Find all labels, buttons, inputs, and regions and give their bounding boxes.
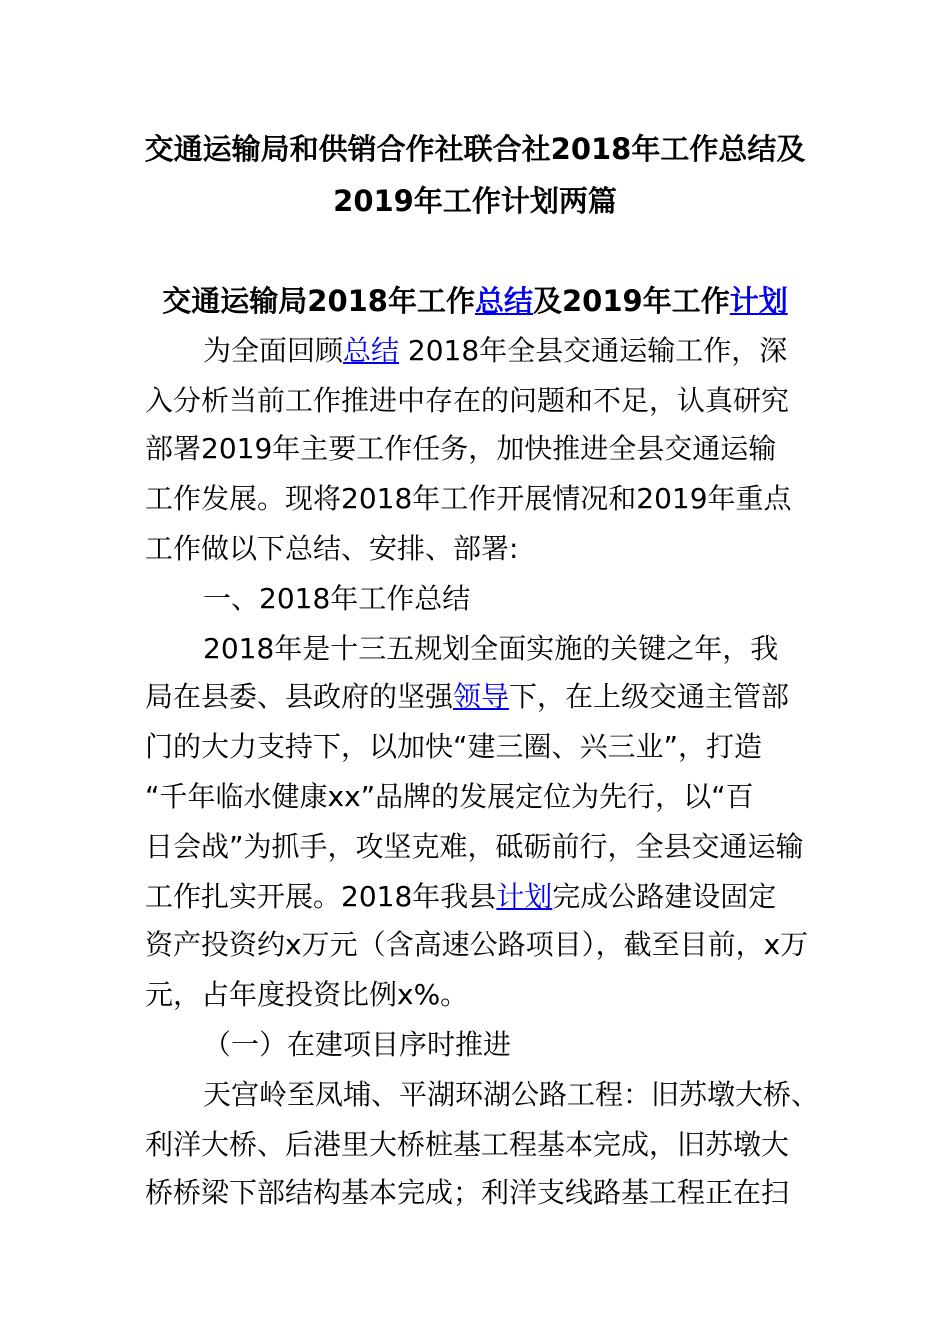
line-text: 2018年全县交通运输工作，深 <box>399 334 788 367</box>
summary-link[interactable]: 总结 <box>474 284 533 318</box>
leadership-link[interactable]: 领导 <box>453 680 510 713</box>
section-title-part-2: 及2019年工作 <box>533 284 730 318</box>
document-title-line-1: 交通运输局和供销合作社联合社2018年工作总结及 <box>144 132 806 166</box>
paragraph-line: 天宫岭至凤埔、平湖环湖公路工程：旧苏墩大桥、 <box>203 1078 820 1111</box>
paragraph-line: “千年临水健康xx”品牌的发展定位为先行，以“百 <box>145 780 754 813</box>
line-text: 完成公路建设固定 <box>552 880 777 913</box>
plan-inline-link[interactable]: 计划 <box>496 880 553 913</box>
paragraph-line: 2018年是十三五规划全面实施的关键之年，我 <box>203 632 779 665</box>
summary-inline-link[interactable]: 总结 <box>343 334 400 367</box>
paragraph-line: 桥桥梁下部结构基本完成；利洋支线路基工程正在扫 <box>145 1176 790 1209</box>
subheading-projects: （一）在建项目序时推进 <box>203 1028 512 1061</box>
paragraph-line: 元，占年度投资比例x%。 <box>145 978 469 1011</box>
paragraph-line: 工作发展。现将2018年工作开展情况和2019年重点 <box>145 482 792 515</box>
line-text: 局在县委、县政府的坚强 <box>145 680 454 713</box>
document-title-line-2: 2019年工作计划两篇 <box>333 184 617 218</box>
paragraph-line <box>145 872 810 922</box>
section-title <box>120 276 830 326</box>
paragraph-line: 利洋大桥、后港里大桥桩基工程基本完成，旧苏墩大 <box>145 1128 790 1161</box>
line-text: 下，在上级交通主管部 <box>509 680 790 713</box>
paragraph-line: 工作做以下总结、安排、部署: <box>145 532 519 565</box>
paragraph-line <box>203 326 868 376</box>
heading-work-summary: 一、2018年工作总结 <box>203 582 471 615</box>
line-text: 工作扎实开展。2018年我县 <box>145 880 497 913</box>
paragraph-line: 资产投资约x万元（含高速公路项目），截至目前，x万 <box>145 928 809 961</box>
line-text: 为全面回顾 <box>203 334 344 367</box>
paragraph-line: 入分析当前工作推进中存在的问题和不足，认真研究 <box>145 384 790 417</box>
paragraph-line: 部署2019年主要工作任务，加快推进全县交通运输 <box>145 432 777 465</box>
paragraph-line: 日会战”为抓手，攻坚克难，砥砺前行，全县交通运输 <box>145 830 804 863</box>
paragraph-line <box>145 672 810 722</box>
section-title-part-1: 交通运输局2018年工作 <box>162 284 475 318</box>
plan-link[interactable]: 计划 <box>729 284 788 318</box>
paragraph-line: 门的大力支持下，以加快“建三圈、兴三业”，打造 <box>145 730 763 763</box>
